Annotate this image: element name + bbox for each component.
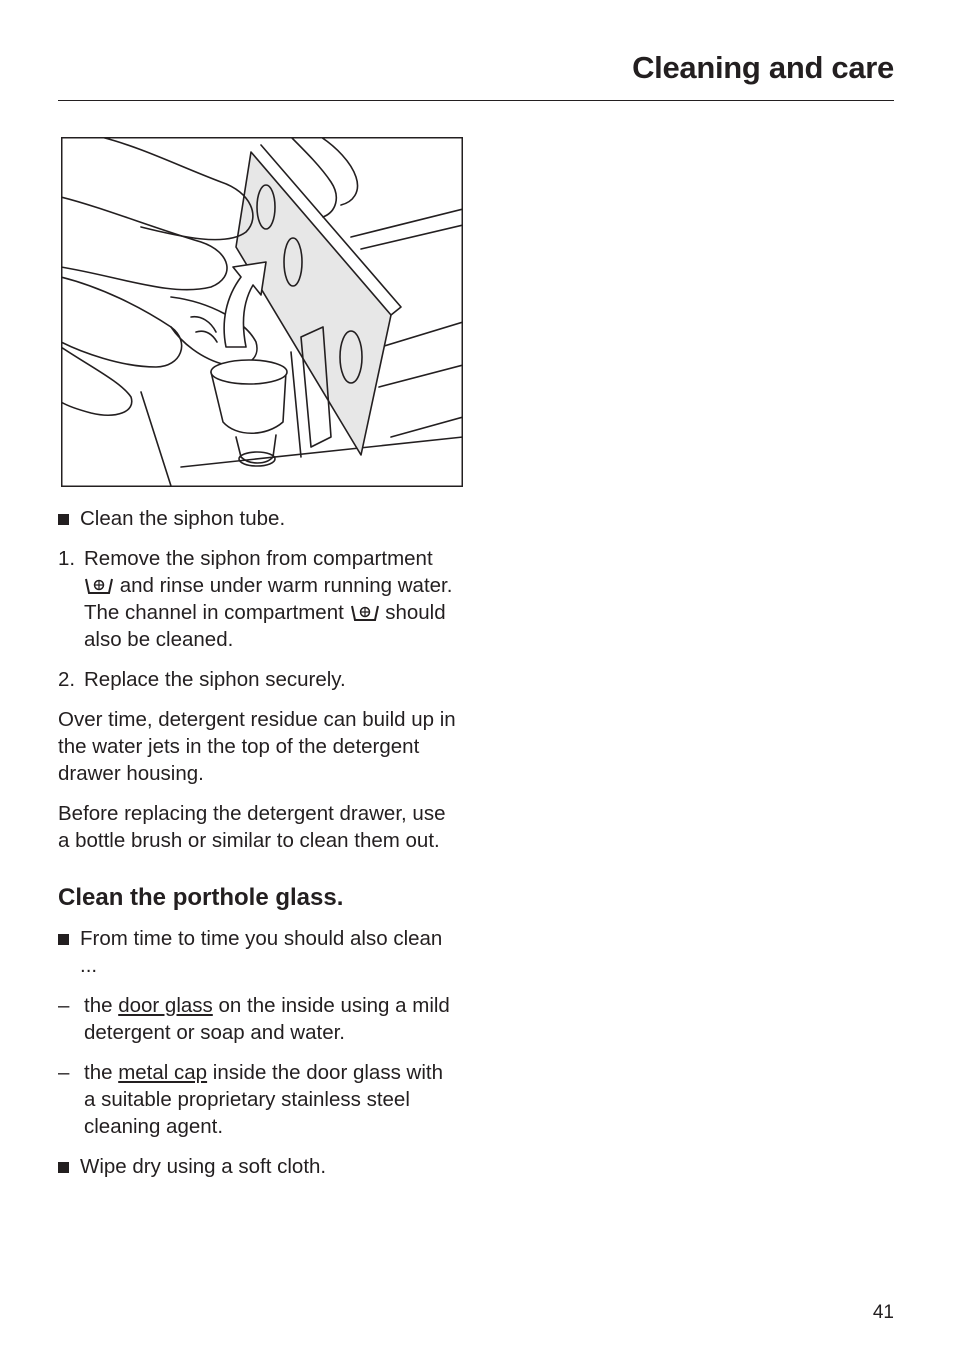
list-item: Clean the siphon tube. bbox=[58, 505, 458, 532]
square-bullet-icon bbox=[58, 1153, 80, 1180]
metal-cap-term: metal cap bbox=[118, 1061, 208, 1084]
fabric-softener-compartment-icon bbox=[350, 604, 380, 622]
square-bullet-icon bbox=[58, 505, 80, 532]
page-title: Cleaning and care bbox=[632, 50, 894, 85]
main-column bbox=[58, 505, 458, 1193]
paragraph: Over time, detergent residue can build up in the water jets in the top of the detergent drawer housing. bbox=[58, 708, 456, 785]
header-divider bbox=[58, 100, 894, 101]
fabric-softener-compartment-icon bbox=[84, 577, 114, 595]
dash-item: – the metal cap inside the door glass with a suitable proprietary stainless steel cleaning agent. bbox=[58, 1061, 443, 1138]
square-bullet-icon bbox=[58, 925, 80, 979]
paragraph: Before replacing the detergent drawer, use a bottle brush or similar to clean them out. bbox=[58, 802, 446, 852]
door-glass-term: door glass bbox=[118, 994, 213, 1017]
siphon-illustration bbox=[61, 137, 463, 487]
list-item: Wipe dry using a soft cloth. bbox=[58, 1153, 458, 1180]
dash-item: – the door glass on the inside using a mild detergent or soap and water. bbox=[58, 994, 450, 1044]
list-item: From time to time you should also clean ... bbox=[58, 925, 458, 979]
page-number: 41 bbox=[872, 1302, 894, 1323]
step-1: 1. Remove the siphon from compartment and rinse under warm running water. The channel in compartment should also be cleaned. bbox=[58, 547, 453, 651]
section-heading: Clean the porthole glass. bbox=[58, 884, 344, 911]
step-2: 2. Replace the siphon securely. bbox=[58, 668, 346, 691]
